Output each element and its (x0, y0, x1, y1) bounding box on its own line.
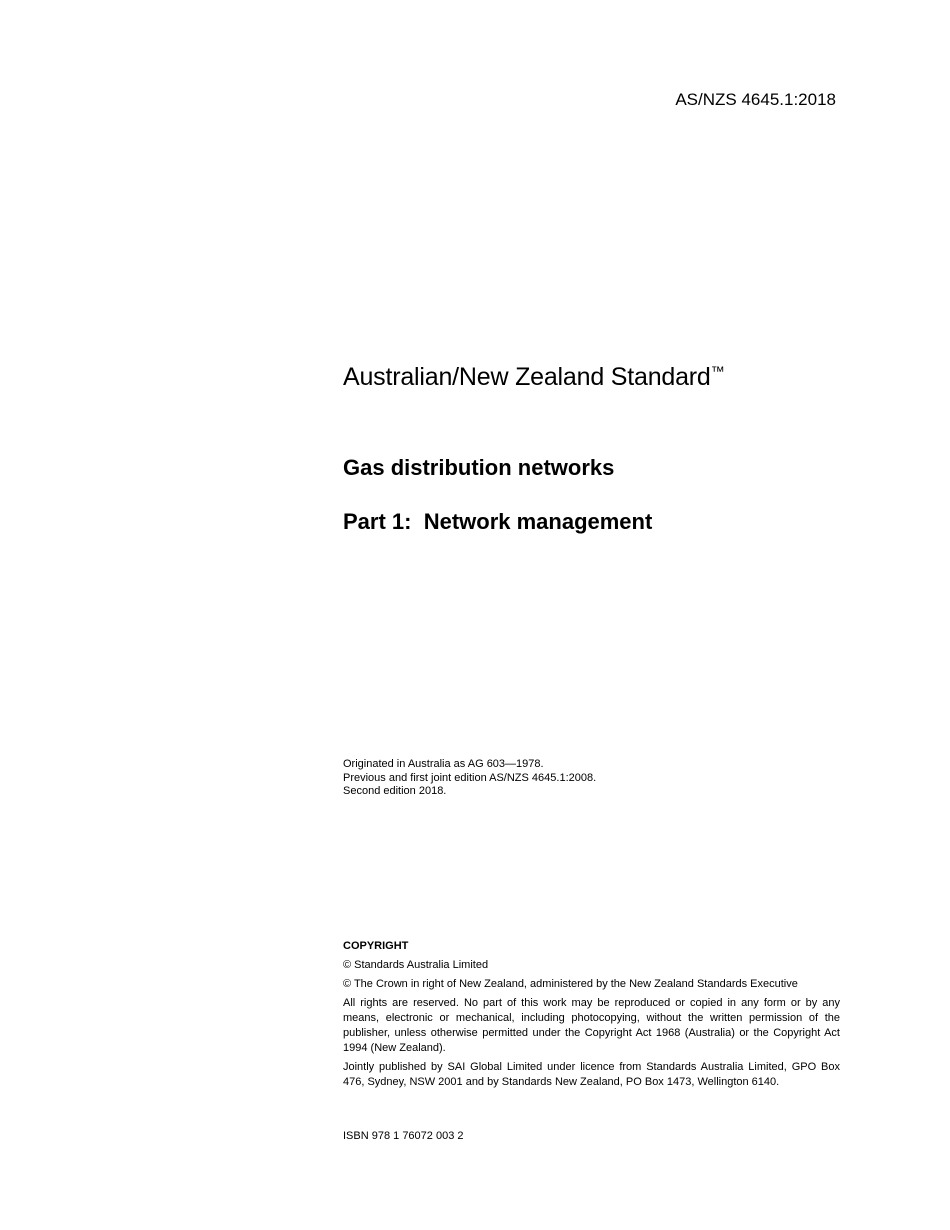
trademark-symbol: ™ (710, 363, 725, 379)
publisher-paragraph: Jointly published by SAI Global Limited under licence from Standards Australia Limited, GPO Box 476, Sydney, NSW 2001 and by Standards New Zealand, PO Box 1473, Wellington 6140. (343, 1061, 840, 1088)
copyright-line-crown-nz: © The Crown in right of New Zealand, administered by the New Zealand Standards Executive (343, 978, 798, 990)
edition-history-line: Originated in Australia as AG 603—1978. (343, 758, 544, 770)
rights-reserved-paragraph: All rights are reserved. No part of this work may be reproduced or copied in any form or by any means, electronic or mechanical, including photocopying, without the written permission of the publisher, unless otherwise permitted under the Copyright Act 1968 (Australia) or the Copyright Act 1994 (New Zealand). (343, 997, 840, 1054)
document-title: Gas distribution networks (343, 455, 615, 480)
isbn: ISBN 978 1 76072 003 2 (343, 1130, 464, 1142)
copyright-line-standards-australia: © Standards Australia Limited (343, 959, 489, 971)
edition-history (343, 758, 596, 799)
document-number: AS/NZS 4645.1:2018 (675, 90, 836, 109)
part-title: Part 1: Network management (343, 509, 653, 534)
edition-history-line: Second edition 2018. (343, 785, 447, 797)
copyright-heading: COPYRIGHT (343, 940, 409, 952)
standard-type-heading (343, 362, 724, 392)
edition-history-line: Previous and first joint edition AS/NZS 4645.1:2008. (343, 771, 597, 784)
copyright-block (343, 939, 840, 1094)
standard-type-text: Australian/New Zealand Standard (343, 363, 711, 391)
